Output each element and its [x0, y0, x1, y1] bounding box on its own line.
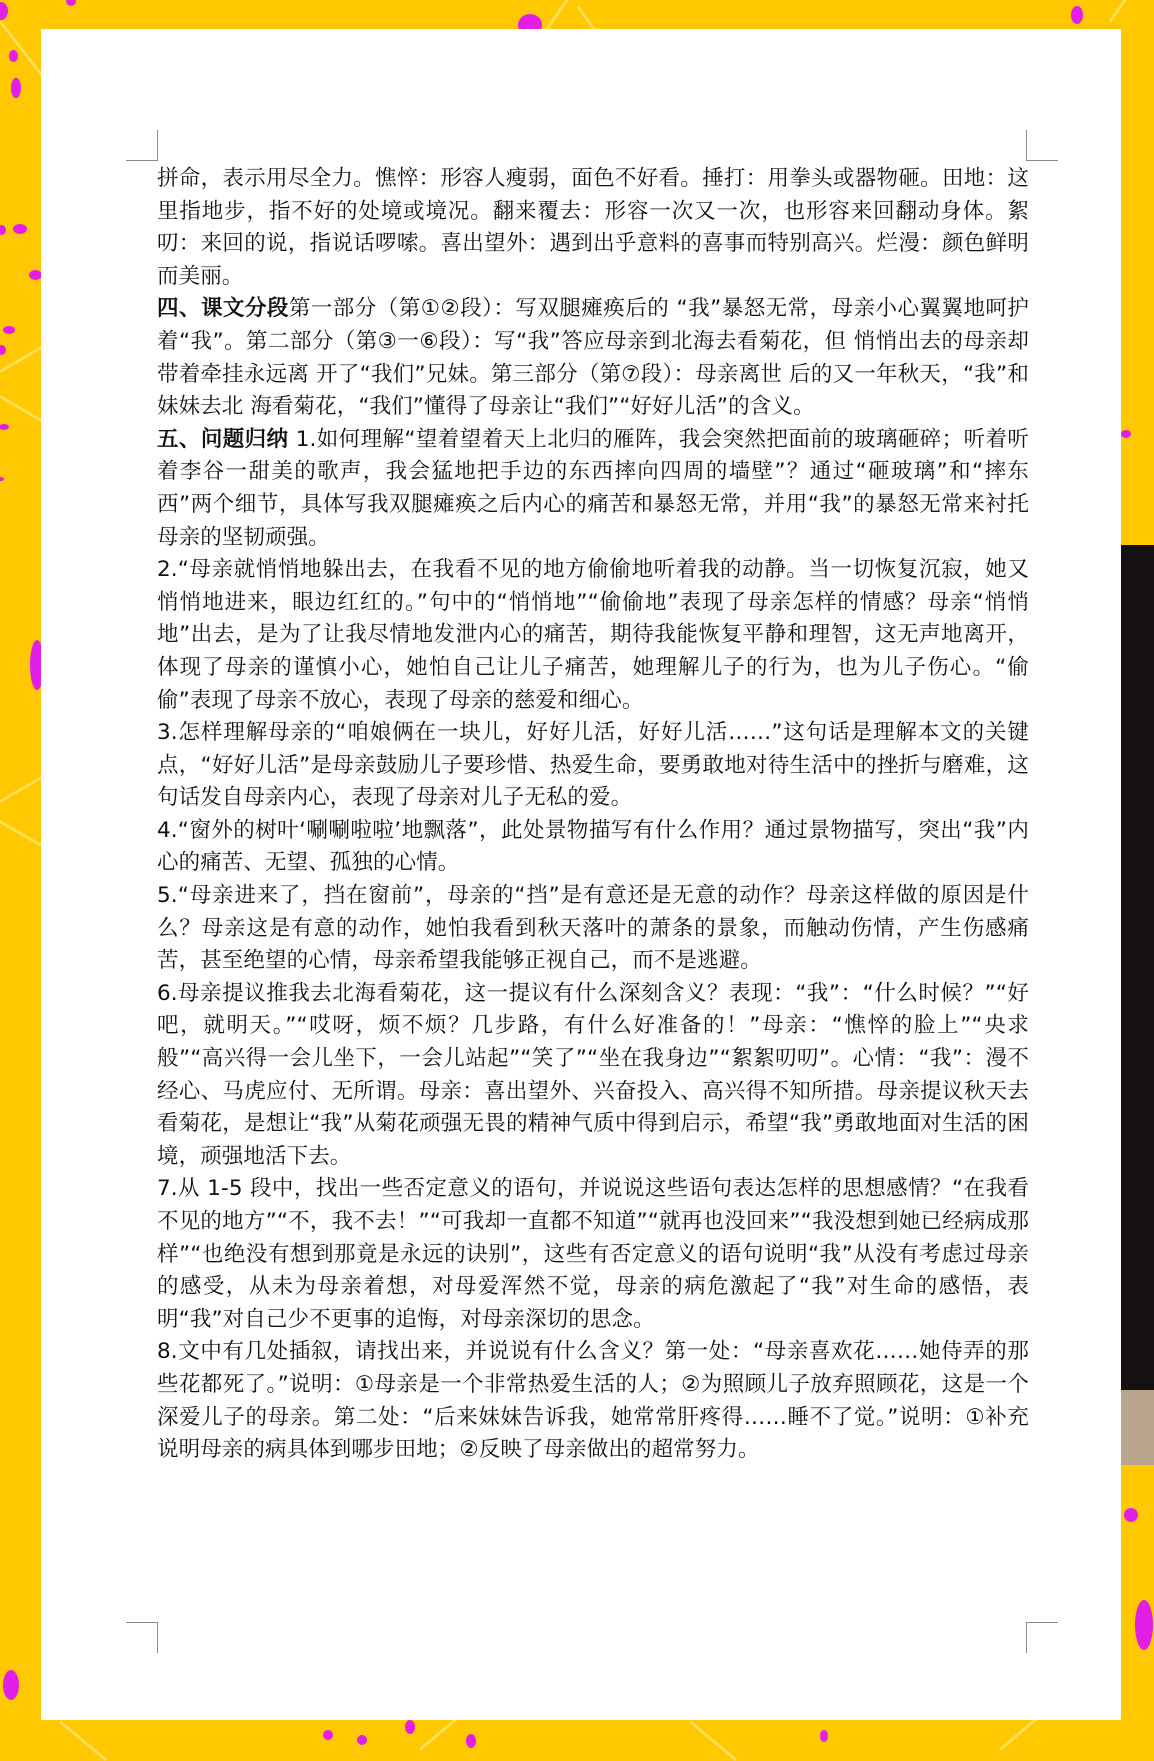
vocabulary-paragraph: 拼命，表示用尽全力。憔悴：形容人瘦弱，面色不好看。捶打：用拳头或器物砸。田地：这里指地步，指不好的处境或境况。翻来覆去：形容一次又一次，也形容来回翻动身体。絮叨：来回的说，指说话啰嗦。喜出望外：遇到出乎意料的喜事而特别高兴。烂漫：颜色鲜明而美丽。 [157, 166, 1029, 289]
decor-dot [323, 1730, 333, 1740]
background-line [1109, 0, 1146, 22]
decor-dot [1121, 430, 1131, 438]
background-line [0, 775, 44, 803]
section-text-structure [157, 293, 1029, 423]
crop-mark-top-right [1026, 130, 1058, 161]
background-line [0, 395, 44, 423]
background-line [59, 1720, 107, 1761]
question-text: 1.如何理解“望着望着天上北归的雁阵，我会突然把面前的玻璃砸碎；听着听着李谷一甜美的歌声，我会猛地把手边的东西摔向四周的墙壁”？通过“砸玻璃”和“摔东西”两个细节，具体写我双腿瘫痪之后内心的痛苦和暴怒无常，并用“我”的暴怒无常来衬托母亲的坚韧顽强。 [157, 426, 1029, 550]
background-line [0, 345, 44, 373]
decor-dot [1124, 1508, 1138, 1522]
question-5: 5.“母亲进来了，挡在窗前”，母亲的“挡”是有意还是无意的动作？母亲这样做的原因是什么？母亲这是有意的动作，她怕我看到秋天落叶的萧条的景象，而触动伤情，产生伤感痛苦，甚至绝望的心情，母亲希望我能够正视自己，而不是逃避。 [157, 883, 1029, 974]
question-8: 8.文中有几处插叙，请找出来，并说说有什么含义？第一处：“母亲喜欢花……她侍弄的那些花都死了。”说明：①母亲是一个非常热爱生活的人；②为照顾儿子放弃照顾花，这是一个深爱儿子的母亲。第二处：“后来妹妹告诉我，她常常肝疼得……睡不了觉。”说明：①补充说明母亲的病具体到哪步田地；②反映了母亲做出的超常努力。 [157, 1339, 1029, 1463]
crop-mark-top-left [126, 130, 158, 161]
decor-dot [0, 477, 4, 481]
decor-dot [405, 1720, 415, 1734]
decor-dot [0, 2, 8, 20]
decor-dot [0, 345, 6, 355]
decor-dot [1071, 6, 1083, 24]
section-heading: 五、问题归纳 [157, 426, 289, 452]
crop-mark-bottom-left [126, 1622, 158, 1653]
crop-mark-bottom-right [1026, 1622, 1058, 1653]
decor-dot [11, 78, 21, 98]
decor-dot [3, 326, 15, 334]
decor-dot [66, 0, 76, 6]
section-heading: 四、课文分段 [157, 296, 289, 322]
background-line [689, 1720, 737, 1761]
background-photo-strip-lower [1121, 1390, 1154, 1465]
question-7: 7.从 1-5 段中，找出一些否定意义的语句，并说说这些语句表达怎样的思想感情？“在我看不见的地方”“不，我不去！”“可我却一直都不知道”“就再也没回来”“我没想到她已经病成那样”“也绝没有想到那竟是永远的诀别”，这些有否定意义的语句说明“我”从没有考虑过母亲的感受，从未为母亲着想，对母爱浑然不觉，母亲的病危激起了“我”对生命的感悟，表明“我”对自己少不更事的追悔，对母亲深切的思念。 [157, 1176, 1029, 1332]
decor-dot [3, 1670, 19, 1700]
decor-dot [0, 225, 6, 235]
question-2: 2.“母亲就悄悄地躲出去，在我看不见的地方偷偷地听着我的动静。当一切恢复沉寂，她又悄悄地进来，眼边红红的。”句中的“悄悄地”“偷偷地”表现了母亲怎样的情感？母亲“悄悄地”出去，是为了让我尽情地发泄内心的痛苦，期待我能恢复平静和理智，这无声地离开，体现了母亲的谨慎小心，她怕自己让儿子痛苦，她理解儿子的行为，也为儿子伤心。“偷偷”表现了母亲不放心，表现了母亲的慈爱和细心。 [157, 557, 1029, 713]
question-4: 4.“窗外的树叶‘唰唰啦啦’地飘落”，此处景物描写有什么作用？通过景物描写，突出“我”内心的痛苦、无望、孤独的心情。 [157, 817, 1029, 876]
decor-dot [9, 50, 18, 62]
decor-dot [820, 1730, 828, 1742]
decor-dot [357, 1735, 367, 1745]
background-line [544, 0, 581, 32]
question-6: 6.母亲提议推我去北海看菊花，这一提议有什么深刻含义？表现：“我”：“什么时候？”“好吧，就明天。”“哎呀，烦不烦？几步路，有什么好准备的！”母亲：“憔悴的脸上”“央求般”“高兴得一会儿坐下，一会儿站起”“笑了”“坐在我身边”“絮絮叨叨”。心情：“我”：漫不经心、马虎应付、无所谓。母亲：喜出望外、兴奋投入、高兴得不知所措。母亲提议秋天去看菊花，是想让“我”从菊花顽强无畏的精神气质中得到启示，希望“我”勇敢地面对生活的困境，顽强地活下去。 [157, 980, 1029, 1169]
decor-dot [1135, 1600, 1153, 1650]
section-body: 第一部分（第①②段）：写双腿瘫痪后的 “我”暴怒无常，母亲小心翼翼地呵护着“我”。第二部分（第③一⑥段）：写“我”答应母亲到北海去看菊花，但 悄悄出去的母亲却带着牵挂永远离 开了“我们”兄妹。第三部分（第⑦段）：母亲离世 后的又一年秋天，“我”和妹妹去北 海看菊花，“我们”懂得了母亲让“我们”“好好儿活”的含义。 [157, 296, 1029, 420]
background-line [0, 820, 44, 848]
decor-dot [0, 424, 9, 430]
background-photo-strip [1121, 545, 1154, 1390]
question-3: 3.怎样理解母亲的“咱娘俩在一块儿，好好儿活，好好儿活……”这句话是理解本文的关键点，“好好儿活”是母亲鼓励儿子要珍惜、热爱生命，要勇敢地对待生活中的挫折与磨难，这句话发自母亲内心，表现了母亲对儿子无私的爱。 [157, 720, 1029, 811]
document-body [157, 163, 1029, 1467]
question-1 [157, 424, 1029, 554]
decor-dot [13, 224, 27, 234]
decor-dot [466, 1734, 476, 1748]
